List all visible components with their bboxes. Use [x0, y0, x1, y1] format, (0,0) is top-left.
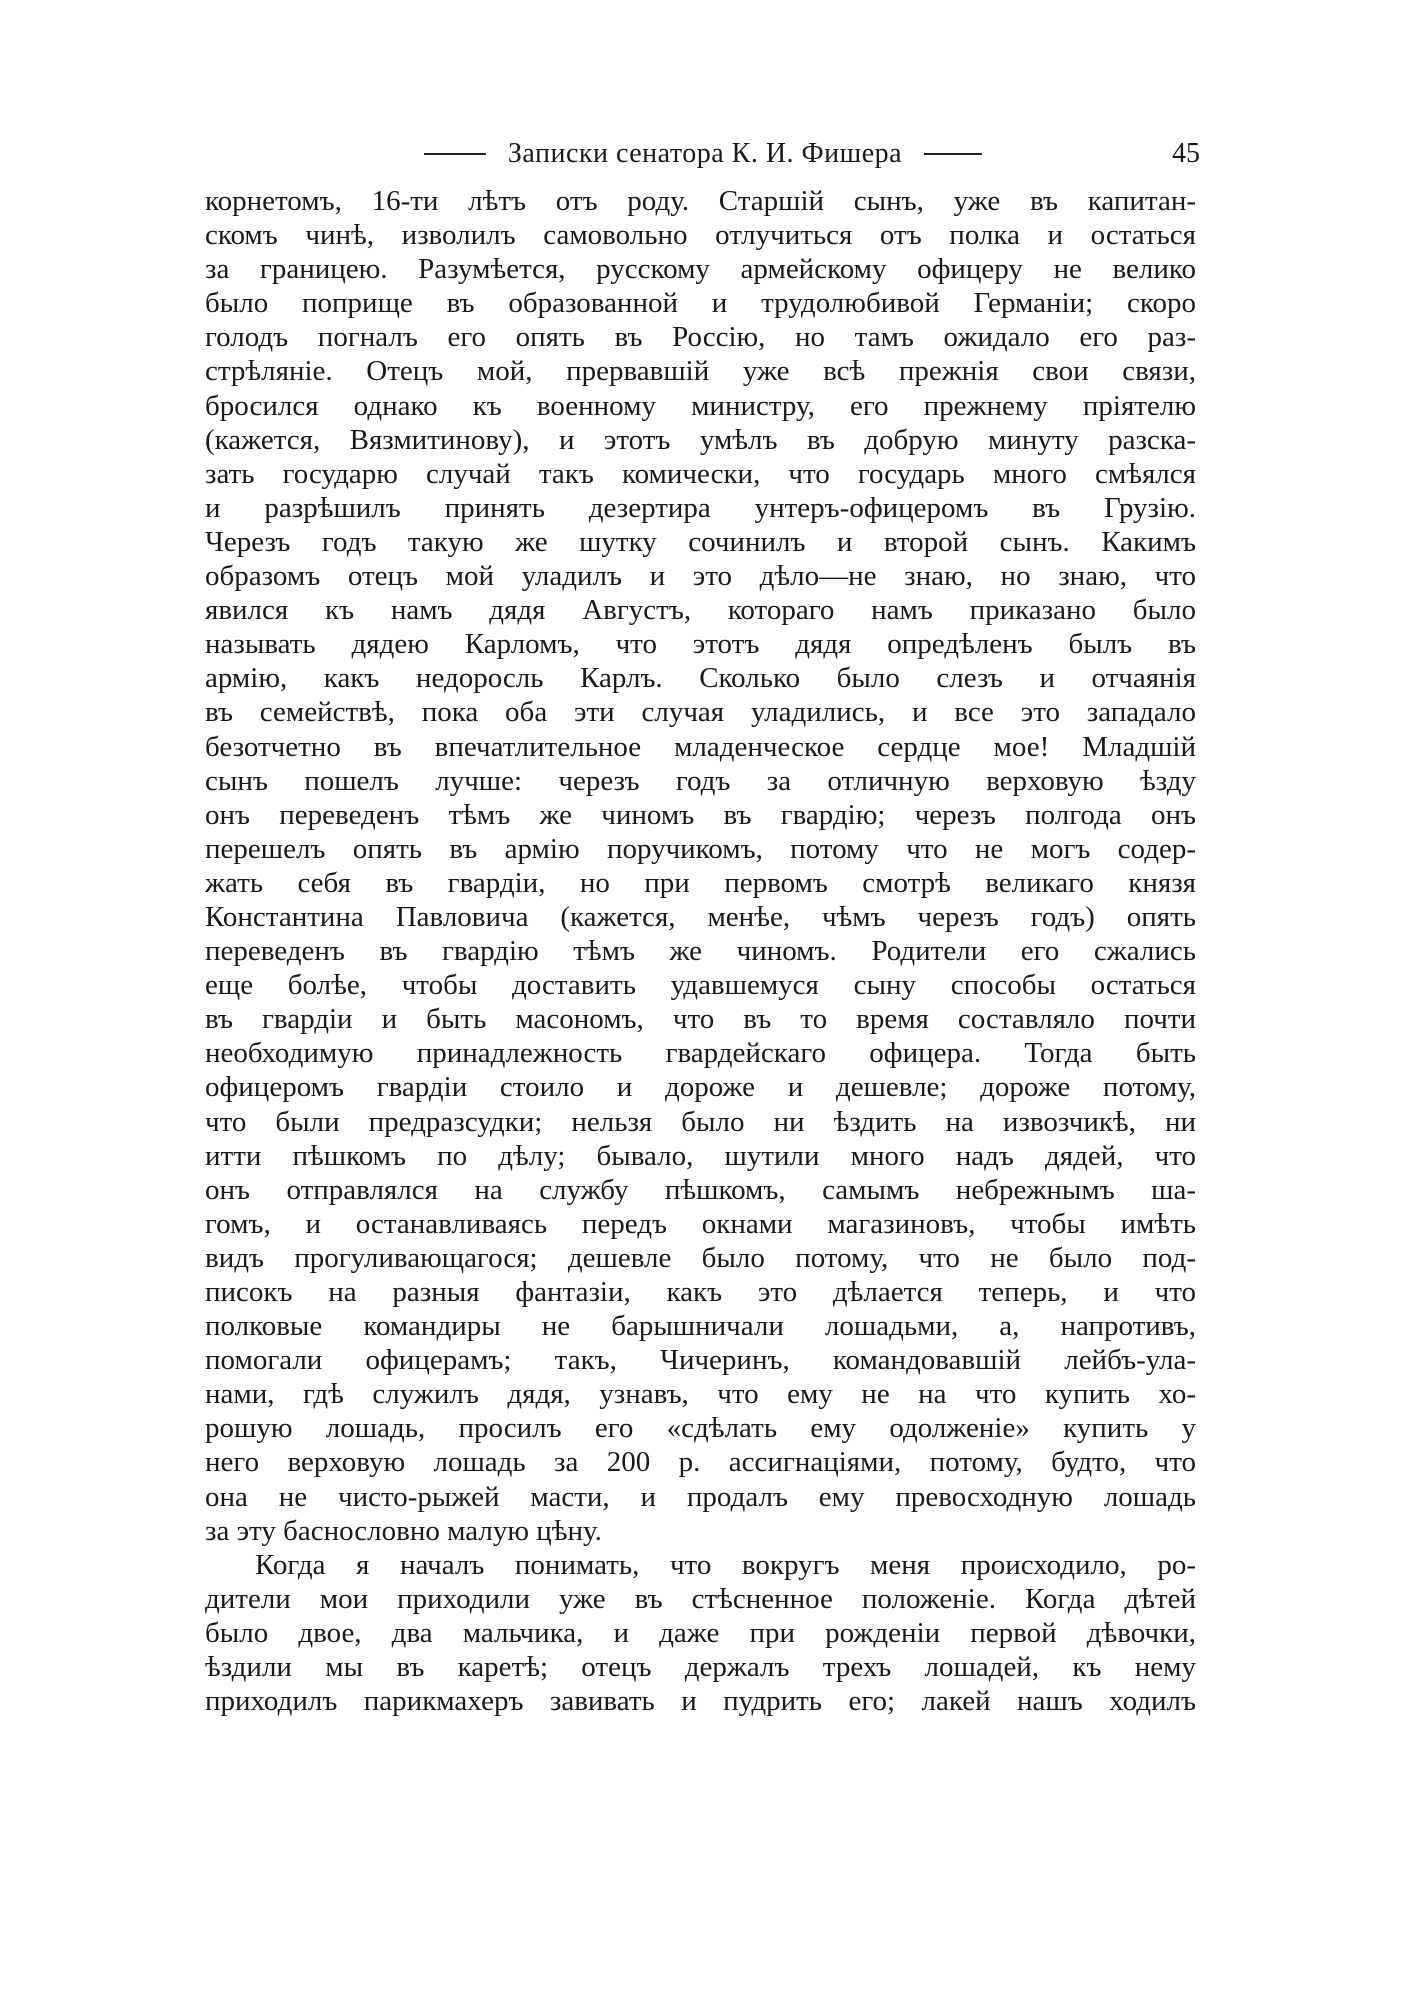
text-line: было поприще въ образованной и трудолюбивой Германіи; скоро — [205, 287, 1196, 320]
text-line: писокъ на разныя фантазіи, какъ это дѣлается теперь, и что — [205, 1276, 1196, 1308]
text-line: скомъ чинѣ, изволилъ самовольно отлучиться отъ полка и остаться — [205, 219, 1196, 252]
text-line: еще болѣе, чтобы доставить удавшемуся сыну способы остаться — [205, 969, 1196, 1002]
running-head-title: Записки сенатора К. И. Фишера — [507, 138, 903, 169]
text-line: Черезъ годъ такую же шутку сочинилъ и второй сынъ. Какимъ — [205, 525, 1196, 558]
page-number: 45 — [1172, 138, 1200, 169]
text-line: безотчетно въ впечатлительное младенческое сердце мое! Младшій — [205, 730, 1196, 763]
body-text — [205, 184, 1196, 1718]
text-line: (кажется, Вязмитинову), и этотъ умѣлъ въ добрую минуту разска- — [205, 423, 1196, 456]
text-line: за эту баснословно малую цѣну. — [205, 1514, 602, 1547]
text-line: явился къ намъ дядя Августъ, котораго намъ приказано было — [205, 594, 1196, 627]
text-line: итти пѣшкомъ по дѣлу; бывало, шутили много надъ дядей, что — [205, 1139, 1196, 1172]
text-line: за границею. Разумѣется, русскому армейскому офицеру не велико — [205, 253, 1196, 286]
text-line: офицеромъ гвардіи стоило и дороже и дешевле; дороже потому, — [205, 1071, 1196, 1104]
left-ornamental-rule — [424, 153, 486, 155]
text-line: полковые командиры не барышничали лошадьми, а, напротивъ, — [205, 1310, 1196, 1343]
text-line: жать себя въ гвардіи, но при первомъ смотрѣ великаго князя — [205, 866, 1196, 899]
text-line: корнетомъ, 16-ти лѣтъ отъ роду. Старшій сынъ, уже въ капитан- — [205, 185, 1196, 217]
text-line: стрѣляніе. Отецъ мой, прервавшій уже всѣ прежнія свои связи, — [205, 355, 1196, 388]
text-line: въ семействѣ, пока оба эти случая уладились, и все это западало — [205, 696, 1196, 729]
text-line: что были предразсудки; нельзя было ни ѣздить на извозчикѣ, ни — [205, 1105, 1196, 1138]
text-line: Когда я началъ понимать, что вокругъ меня происходило, ро- — [255, 1548, 1196, 1581]
running-head — [205, 134, 1201, 174]
text-line: переведенъ въ гвардію тѣмъ же чиномъ. Родители его сжались — [205, 935, 1196, 968]
text-line: рошую лошадь, просилъ его «сдѣлать ему одолженіе» купить у — [205, 1412, 1196, 1445]
text-line: армію, какъ недоросль Карлъ. Сколько было слезъ и отчаянія — [205, 662, 1196, 695]
text-line: ѣздили мы въ каретѣ; отецъ держалъ трехъ лошадей, къ нему — [205, 1651, 1196, 1684]
text-line: образомъ отецъ мой уладилъ и это дѣло—не знаю, но знаю, что — [205, 560, 1196, 593]
text-line: приходилъ парикмахеръ завивать и пудрить его; лакей нашъ ходилъ — [205, 1685, 1196, 1718]
text-line: него верховую лошадь за 200 р. ассигнаціями, потому, будто, что — [205, 1446, 1196, 1479]
text-line: называть дядею Карломъ, что этотъ дядя опредѣленъ былъ въ — [205, 628, 1196, 661]
text-line: и разрѣшилъ принять дезертира унтеръ-офицеромъ въ Грузію. — [205, 491, 1196, 524]
text-line: Константина Павловича (кажется, менѣе, чѣмъ черезъ годъ) опять — [205, 900, 1196, 933]
text-line: сынъ пошелъ лучше: черезъ годъ за отличную верховую ѣзду — [205, 764, 1196, 797]
text-line: гомъ, и останавливаясь передъ окнами магазиновъ, чтобы имѣть — [205, 1207, 1196, 1240]
text-line: видъ прогуливающагося; дешевле было потому, что не было под- — [205, 1241, 1196, 1274]
text-line: необходимую принадлежность гвардейскаго офицера. Тогда быть — [205, 1037, 1196, 1070]
text-line: зать государю случай такъ комически, что государь много смѣялся — [205, 457, 1196, 490]
text-line: нами, гдѣ служилъ дядя, узнавъ, что ему не на что купить хо- — [205, 1378, 1196, 1411]
text-line: перешелъ опять въ армію поручикомъ, потому что не могъ содер- — [205, 832, 1196, 865]
text-line: она не чисто-рыжей масти, и продалъ ему превосходную лошадь — [205, 1480, 1196, 1513]
right-ornamental-rule — [924, 153, 982, 155]
text-line: дители мои приходили уже въ стѣсненное положеніе. Когда дѣтей — [205, 1582, 1196, 1615]
text-line: онъ переведенъ тѣмъ же чиномъ въ гвардію; черезъ полгода онъ — [205, 798, 1196, 831]
text-line: онъ отправлялся на службу пѣшкомъ, самымъ небрежнымъ ша- — [205, 1173, 1196, 1206]
text-line: бросился однако къ военному министру, его прежнему пріятелю — [205, 389, 1196, 422]
text-line: помогали офицерамъ; такъ, Чичеринъ, командовавшій лейбъ-ула- — [205, 1344, 1196, 1377]
text-line: было двое, два мальчика, и даже при рожденіи первой дѣвочки, — [205, 1616, 1196, 1649]
text-line: въ гвардіи и быть масономъ, что въ то время составляло почти — [205, 1003, 1196, 1036]
text-line: голодъ погналъ его опять въ Россію, но тамъ ожидало его раз- — [205, 321, 1196, 354]
